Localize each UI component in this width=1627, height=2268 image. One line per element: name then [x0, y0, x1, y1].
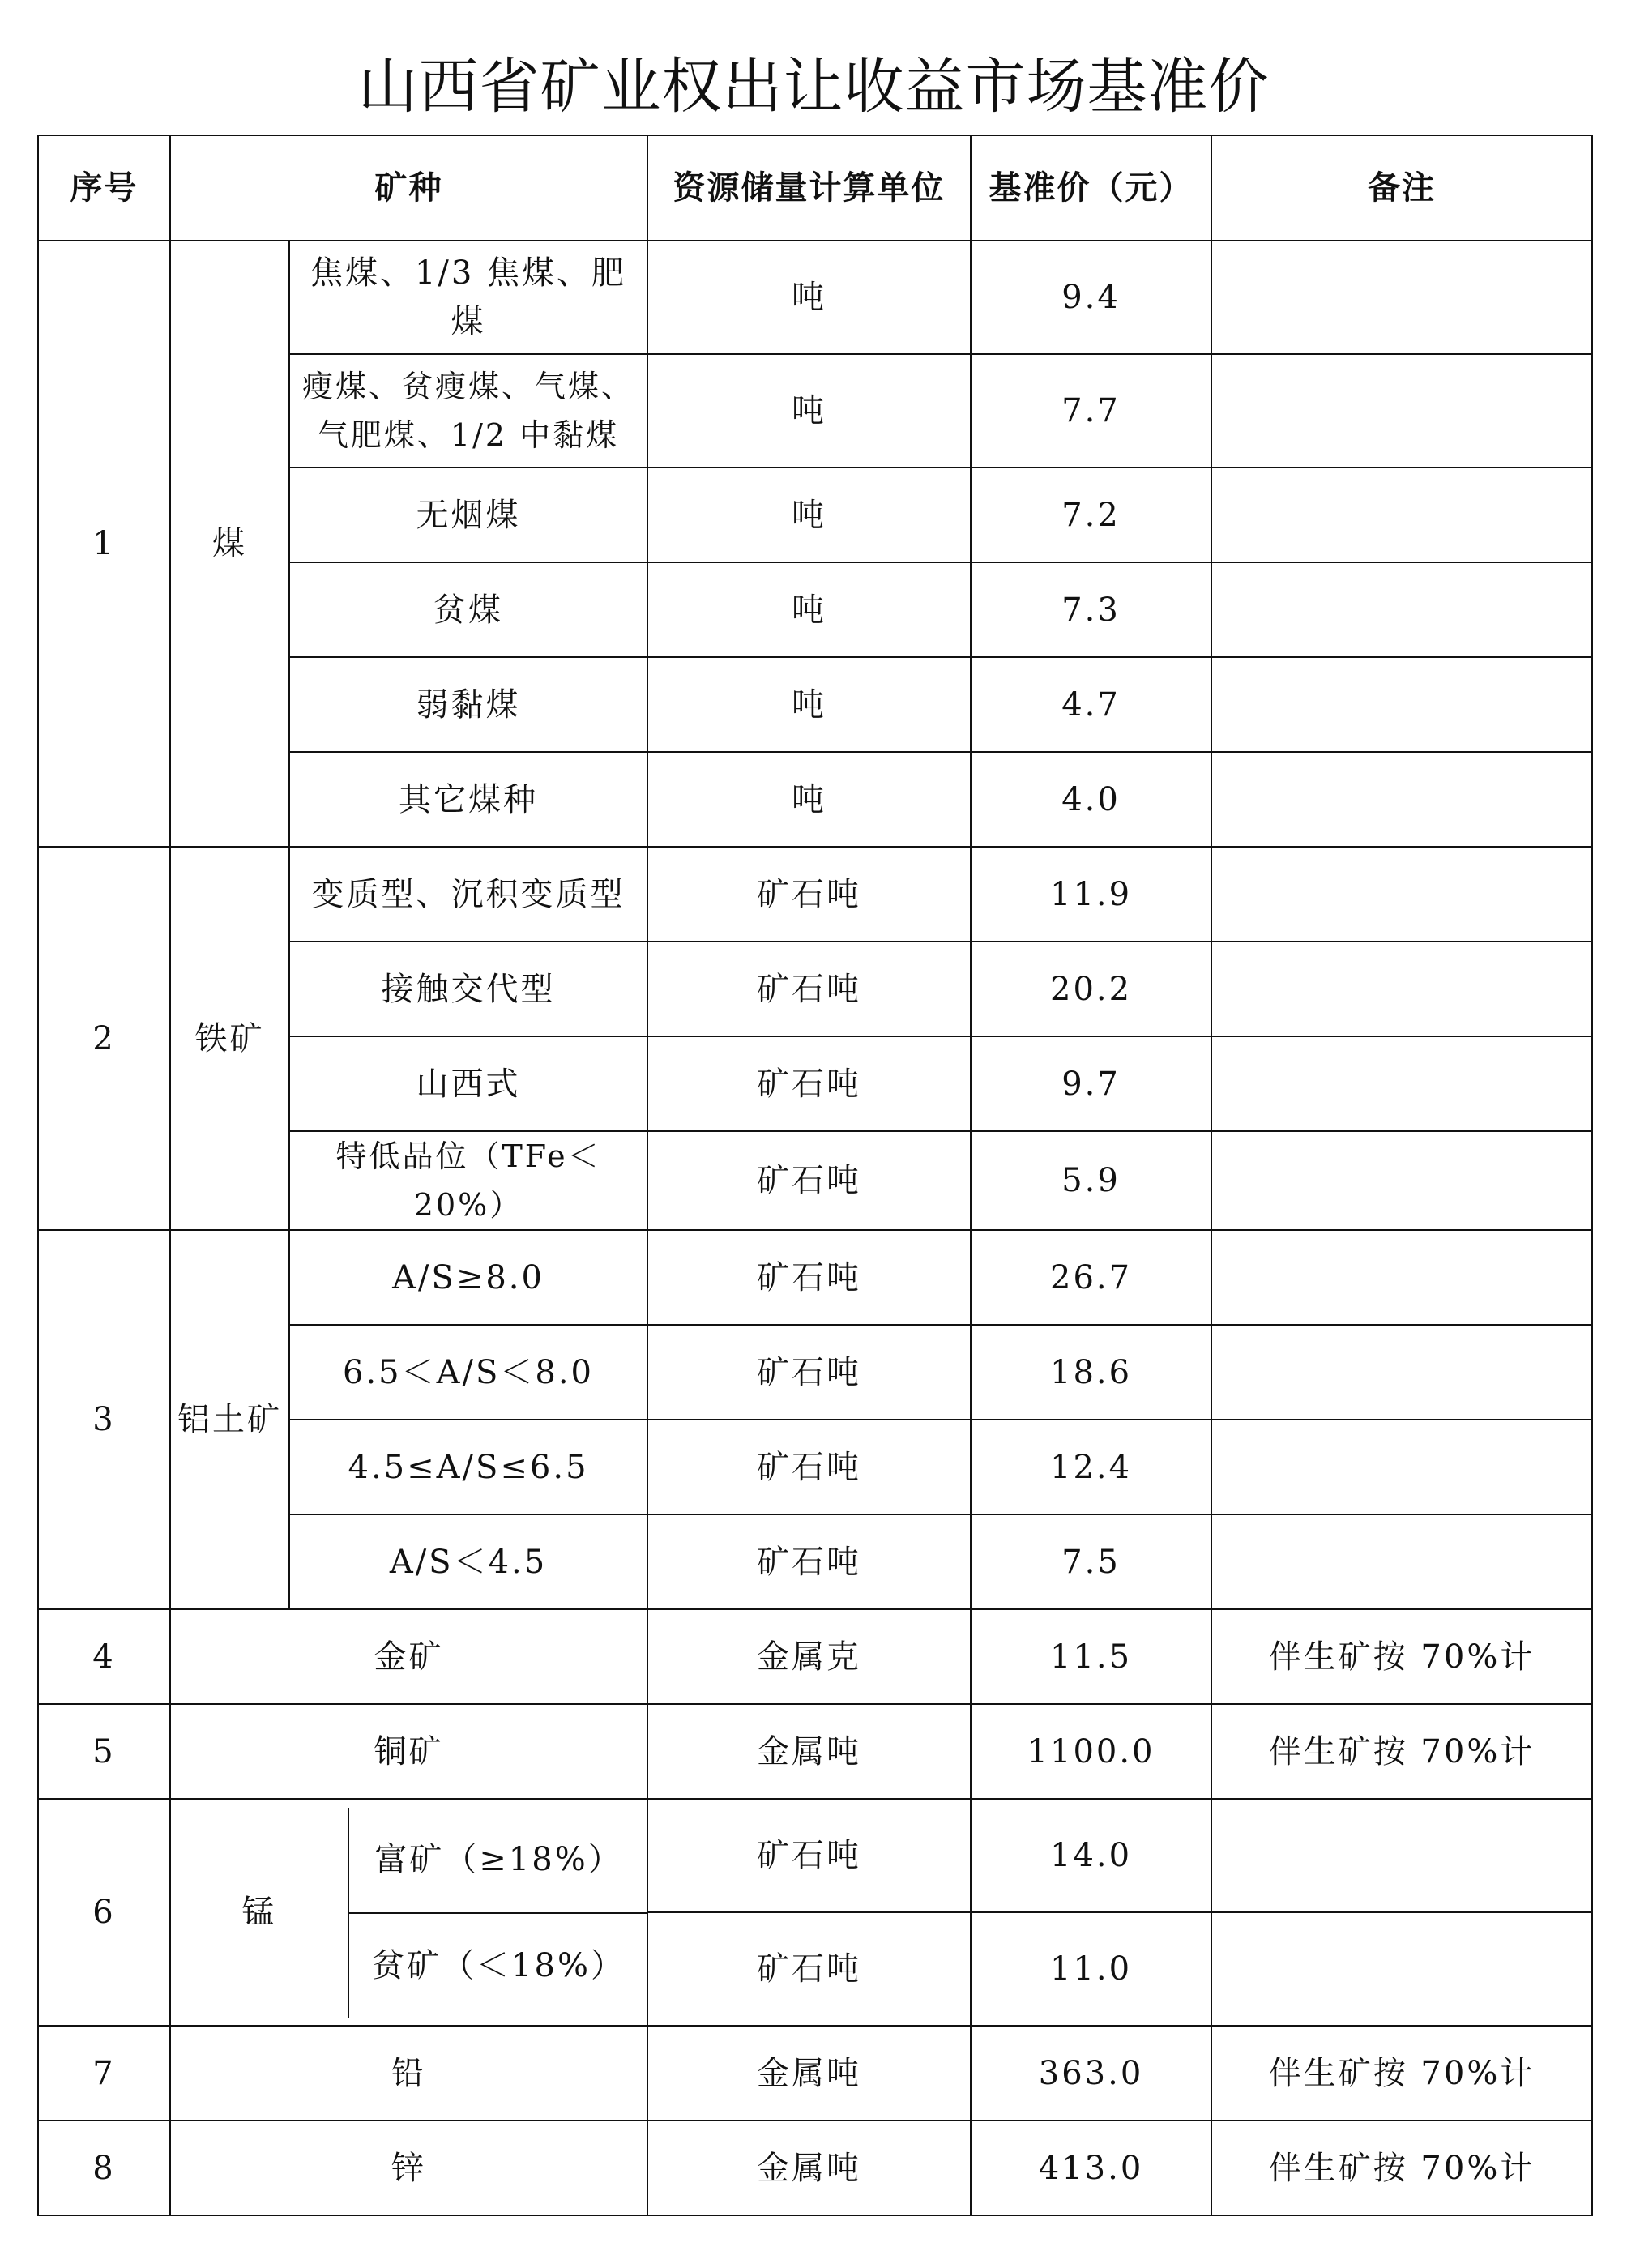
note-cell: 伴生矿按 70%计: [1211, 1609, 1592, 1704]
manganese-group: [170, 1799, 647, 2026]
mineral-cell: 金矿: [170, 1609, 647, 1704]
mineral-cell: 铁矿: [170, 847, 289, 1230]
price-cell: 11.0: [971, 1912, 1211, 2026]
unit-cell: 矿石吨: [647, 1420, 971, 1514]
unit-cell: 矿石吨: [647, 1912, 971, 2026]
price-cell: 20.2: [971, 942, 1211, 1036]
price-cell: 4.7: [971, 657, 1211, 752]
seq-cell: 4: [38, 1609, 170, 1704]
note-cell: [1211, 1799, 1592, 1912]
price-cell: 9.7: [971, 1036, 1211, 1131]
unit-cell: 矿石吨: [647, 1799, 971, 1912]
note-cell: [1211, 1325, 1592, 1420]
unit-cell: 金属吨: [647, 1704, 971, 1799]
unit-cell: 金属吨: [647, 2121, 971, 2215]
sub-type-cell: 无烟煤: [289, 468, 647, 562]
seq-cell: 2: [38, 847, 170, 1230]
mineral-cell: 铝土矿: [170, 1230, 289, 1609]
sub-type-cell: 其它煤种: [289, 752, 647, 847]
unit-cell: 吨: [647, 562, 971, 657]
mineral-cell: 煤: [170, 241, 289, 847]
seq-cell: 1: [38, 241, 170, 847]
price-table: [37, 135, 1593, 2216]
sub-type-cell: 弱黏煤: [289, 657, 647, 752]
price-cell: 7.3: [971, 562, 1211, 657]
sub-type-cell: 山西式: [289, 1036, 647, 1131]
note-cell: [1211, 1912, 1592, 2026]
sub-type-cell: A/S＜4.5: [289, 1514, 647, 1609]
sub-type-cell: 焦煤、1/3 焦煤、肥煤: [289, 241, 647, 354]
price-cell: 1100.0: [971, 1704, 1211, 1799]
price-cell: 14.0: [971, 1799, 1211, 1912]
sub-type-cell: 贫矿（＜18%）: [348, 1913, 648, 2018]
mineral-cell: 锌: [170, 2121, 647, 2215]
seq-cell: 6: [38, 1799, 170, 2026]
mineral-cell: 铜矿: [170, 1704, 647, 1799]
note-cell: [1211, 354, 1592, 468]
seq-cell: 8: [38, 2121, 170, 2215]
header-mineral: 矿种: [170, 135, 647, 241]
header-row: [38, 135, 1592, 241]
price-cell: 7.5: [971, 1514, 1211, 1609]
mineral-cell: 铅: [170, 2026, 647, 2121]
price-cell: 11.9: [971, 847, 1211, 942]
sub-type-cell: 贫煤: [289, 562, 647, 657]
note-cell: 伴生矿按 70%计: [1211, 2026, 1592, 2121]
note-cell: [1211, 1036, 1592, 1131]
price-cell: 11.5: [971, 1609, 1211, 1704]
note-cell: [1211, 1230, 1592, 1325]
seq-cell: 7: [38, 2026, 170, 2121]
note-cell: 伴生矿按 70%计: [1211, 1704, 1592, 1799]
unit-cell: 金属吨: [647, 2026, 971, 2121]
table-row: [38, 1230, 1592, 1325]
unit-cell: 吨: [647, 241, 971, 354]
sub-type-cell: 瘦煤、贫瘦煤、气煤、气肥煤、1/2 中黏煤: [289, 354, 647, 468]
price-cell: 12.4: [971, 1420, 1211, 1514]
unit-cell: 吨: [647, 354, 971, 468]
mineral-cell: 锰: [171, 1808, 348, 2018]
note-cell: [1211, 468, 1592, 562]
header-seq: 序号: [38, 135, 170, 241]
unit-cell: 矿石吨: [647, 942, 971, 1036]
table-row: [38, 241, 1592, 354]
table-row: [38, 2026, 1592, 2121]
unit-cell: 矿石吨: [647, 1036, 971, 1131]
sub-type-cell: A/S≥8.0: [289, 1230, 647, 1325]
sub-type-cell: 富矿（≥18%）: [348, 1808, 648, 1913]
table-row: [38, 1799, 1592, 1912]
note-cell: 伴生矿按 70%计: [1211, 2121, 1592, 2215]
table-row: [38, 1704, 1592, 1799]
sub-type-cell: 变质型、沉积变质型: [289, 847, 647, 942]
note-cell: [1211, 657, 1592, 752]
unit-cell: 矿石吨: [647, 847, 971, 942]
unit-cell: 矿石吨: [647, 1131, 971, 1230]
unit-cell: 矿石吨: [647, 1325, 971, 1420]
note-cell: [1211, 1420, 1592, 1514]
price-cell: 413.0: [971, 2121, 1211, 2215]
page-title: 山西省矿业权出让收益市场基准价: [357, 52, 1270, 122]
price-cell: 9.4: [971, 241, 1211, 354]
price-cell: 18.6: [971, 1325, 1211, 1420]
price-cell: 7.7: [971, 354, 1211, 468]
seq-cell: 5: [38, 1704, 170, 1799]
sub-type-cell: 接触交代型: [289, 942, 647, 1036]
note-cell: [1211, 562, 1592, 657]
price-cell: 5.9: [971, 1131, 1211, 1230]
header-price: 基准价（元）: [971, 135, 1211, 241]
header-unit: 资源储量计算单位: [647, 135, 971, 241]
unit-cell: 吨: [647, 657, 971, 752]
note-cell: [1211, 241, 1592, 354]
note-cell: [1211, 1514, 1592, 1609]
price-cell: 7.2: [971, 468, 1211, 562]
manganese-subtable: [171, 1808, 648, 2018]
price-cell: 4.0: [971, 752, 1211, 847]
sub-type-cell: 4.5≤A/S≤6.5: [289, 1420, 647, 1514]
note-cell: [1211, 1131, 1592, 1230]
unit-cell: 矿石吨: [647, 1514, 971, 1609]
table-row: [38, 1609, 1592, 1704]
sub-type-cell: 6.5＜A/S＜8.0: [289, 1325, 647, 1420]
table-row: [38, 2121, 1592, 2215]
note-cell: [1211, 752, 1592, 847]
seq-cell: 3: [38, 1230, 170, 1609]
note-cell: [1211, 847, 1592, 942]
price-cell: 363.0: [971, 2026, 1211, 2121]
header-note: 备注: [1211, 135, 1592, 241]
sub-type-cell: 特低品位（TFe＜20%）: [289, 1131, 647, 1230]
unit-cell: 矿石吨: [647, 1230, 971, 1325]
unit-cell: 吨: [647, 752, 971, 847]
table-row: [38, 847, 1592, 942]
note-cell: [1211, 942, 1592, 1036]
unit-cell: 金属克: [647, 1609, 971, 1704]
price-cell: 26.7: [971, 1230, 1211, 1325]
unit-cell: 吨: [647, 468, 971, 562]
